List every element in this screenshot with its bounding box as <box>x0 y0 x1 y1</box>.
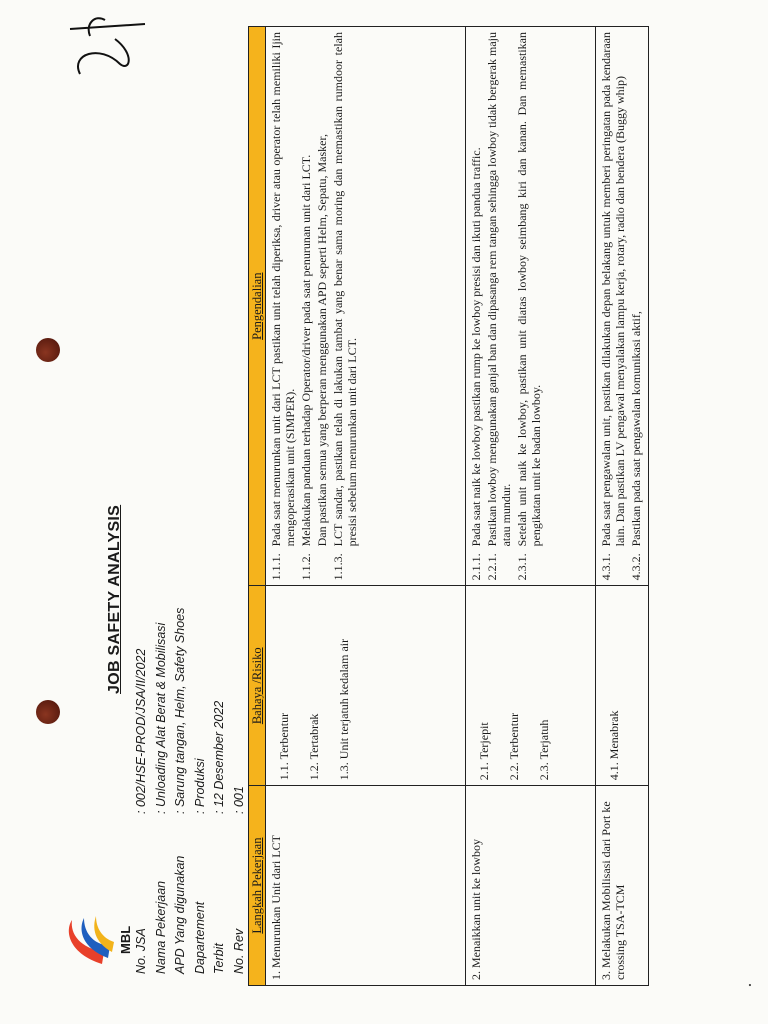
header-step: Langkah Pekerjaan <box>249 786 266 986</box>
control-cell <box>596 27 649 586</box>
control-cell <box>266 27 466 586</box>
hazard-item: 1.1. Terbentur <box>277 712 291 781</box>
meta-row: Terbit : 12 Desember 2022 <box>212 700 226 974</box>
hazard-item: 1.3. Unit terjatuh kedalam air <box>337 638 351 781</box>
hazard-item: 1.2. Tertabrak <box>307 713 321 781</box>
hazard-item: 4.1. Menabrak <box>607 710 621 781</box>
control-item: Dan pastikan semua yang berperan menggunakan APD seperti Helm, Sepatu, Masker, <box>315 133 329 547</box>
punch-hole-left <box>36 700 60 724</box>
meta-row: No. JSA : 002/HSE-PROD/JSA/II/2022 <box>134 648 148 974</box>
hazard-item: 2.2. Terbentur <box>507 712 521 781</box>
table-row <box>266 27 466 986</box>
meta-row: Dapartement : Produksi <box>192 758 207 974</box>
hazard-cell <box>266 586 466 786</box>
meta-row: APD Yang digunakan : Sarung tangan, Helm, Safety Shoes <box>173 607 187 974</box>
company-logo-text: MBL <box>118 925 133 954</box>
step-cell: 3. Melakukan Mobilisasi dari Port ke crossing TSA-TCM <box>596 786 649 986</box>
table-row <box>466 27 596 986</box>
control-item: 1.1.1. Pada saat menurunkan unit dari LCT pastikan unit telah diperiksa, driver atau operator telah memiliki Ijin mengoperasikan unit (SIMPER). <box>269 32 297 581</box>
hazard-cell <box>596 586 649 786</box>
jsa-table <box>248 26 649 986</box>
control-item: 1.1.3. LCT sandar, pastikan telah di lakukan tambat yang benar sama moring dan memastikan rumdoor telah presisi sebelum menurunkan unit dari LCT. <box>331 32 359 581</box>
hazard-cell <box>466 586 596 786</box>
control-item: 4.3.1. Pada saat pengawalan unit, pastikan dilakukan depan belakang untuk memberi peringatan pada kendaraan lain. Dan pastikan LV pengawal menyalakan lampu kerja, rotary, radio dan bendera (Buggy whip) <box>599 32 627 581</box>
step-cell: 2. Menaikkan unit ke lowboy <box>466 786 596 986</box>
table-row <box>596 27 649 986</box>
hazard-item: 2.3. Terjatuh <box>537 719 551 781</box>
header-hazard: Bahaya /Risiko <box>249 586 266 786</box>
control-item: 4.3.2. Pastikan pada saat pengawalan komunikasi aktif, <box>629 311 643 581</box>
document-title: JOB SAFETY ANALYSIS <box>106 504 123 694</box>
handwritten-signature <box>60 4 150 84</box>
step-cell: 1. Menurunkan Unit dari LCT <box>266 786 466 986</box>
control-item: 2.2.1. Pastikan lowboy menggunakan ganjal ban dan dipasanga rem tangan sehingga lowboy tidak bergerak maju atau mundur. <box>485 32 513 581</box>
header-control: Pengendalian <box>249 27 266 586</box>
punch-hole-right <box>36 338 60 362</box>
meta-row: Nama Pekerjaan : Unloading Alat Berat & Mobilisasi <box>153 622 168 974</box>
pen-mark: · <box>740 982 760 988</box>
hazard-item: 2.1. Terjepit <box>477 722 491 781</box>
control-cell <box>466 27 596 586</box>
control-item: 2.3.1. Setelah unit naik ke lowboy, pastikan unit diatas lowboy seimbang kiri dan kanan. Dan memastikan pengikatan unit ke badan lowboy. <box>515 32 543 581</box>
control-item: 1.1.2. Melakukan panduan terhadap Operator/driver pada saat penurunan unit dari LCT. <box>299 154 313 581</box>
table-header-row <box>249 27 266 986</box>
document-meta <box>132 608 249 974</box>
company-logo-icon <box>62 912 118 972</box>
meta-row: No. Rev : 001 <box>231 786 246 974</box>
control-item: 2.1.1. Pada saat naik ke lowboy pastikan rump ke lowboy presisi dan ikuti pandua traffic. <box>469 147 483 581</box>
